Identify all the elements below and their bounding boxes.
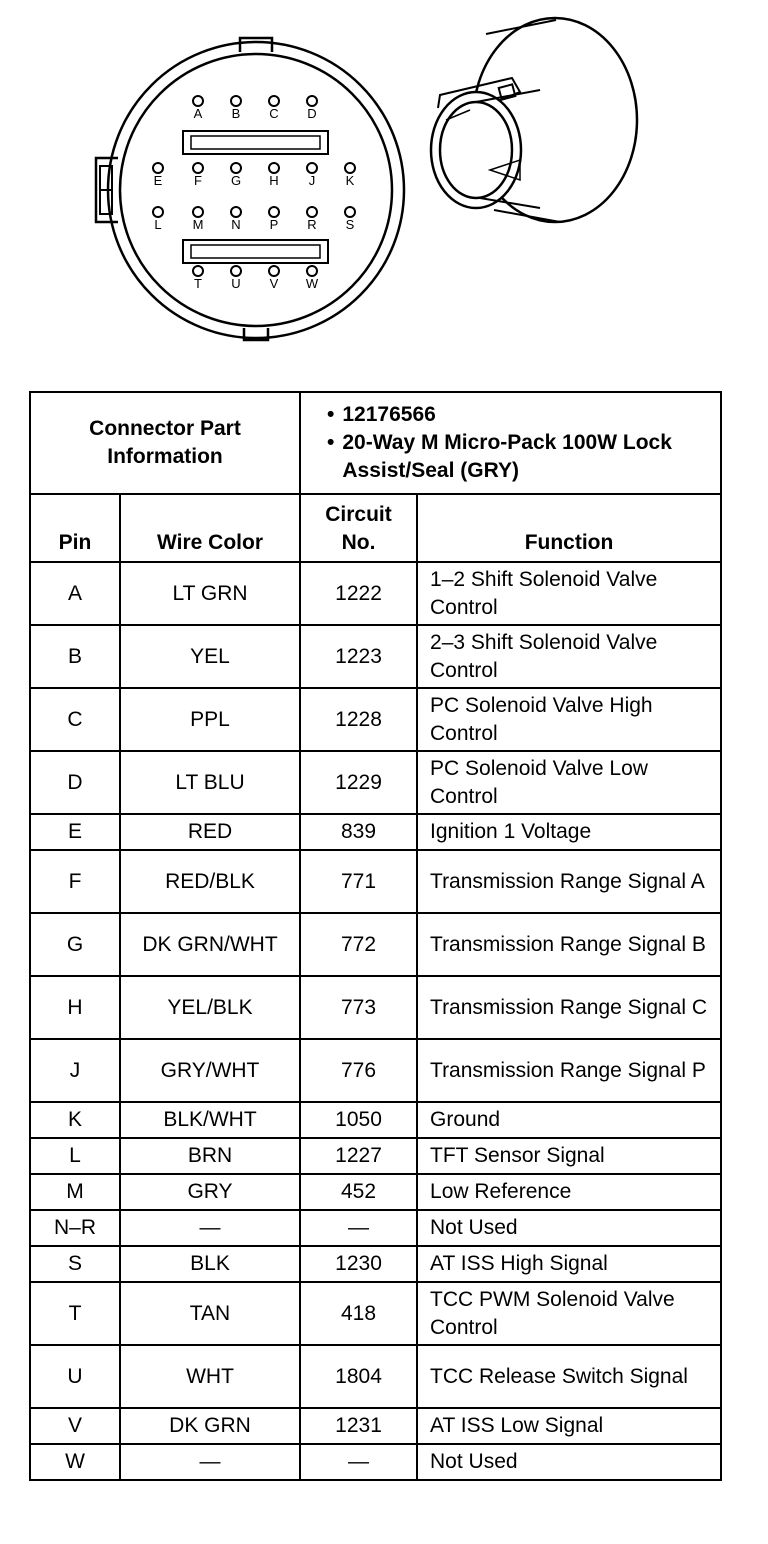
function-cell: 1–2 Shift Solenoid Valve Control [417, 562, 721, 625]
circuit-cell: 772 [300, 913, 417, 976]
part-info-cell: • 12176566 • 20-Way M Micro-Pack 100W Lock Assist/Seal (GRY) [300, 392, 721, 494]
table-row [30, 1246, 721, 1282]
pin-label-e: E [153, 173, 163, 188]
pin-cell: B [30, 625, 120, 688]
pin-p [269, 207, 279, 217]
part-description: 20-Way M Micro-Pack 100W Lock Assist/Seal (GRY) [342, 431, 672, 482]
pin-f [193, 163, 203, 173]
pin-cell: E [30, 814, 120, 850]
col-wire-color: Wire Color [120, 494, 300, 562]
wire-color-cell: RED/BLK [120, 850, 300, 913]
pin-j [307, 163, 317, 173]
col-pin: Pin [30, 494, 120, 562]
pin-b [231, 96, 241, 106]
connector-face-inner [120, 54, 392, 326]
pin-cell: F [30, 850, 120, 913]
table-row [30, 1408, 721, 1444]
wire-color-cell: RED [120, 814, 300, 850]
pin-r [307, 207, 317, 217]
table-row [30, 688, 721, 751]
table-row [30, 1444, 721, 1480]
pin-cell: W [30, 1444, 120, 1480]
table-row [30, 1282, 721, 1345]
wire-color-cell: PPL [120, 688, 300, 751]
table-row [30, 850, 721, 913]
function-cell: TCC PWM Solenoid Valve Control [417, 1282, 721, 1345]
function-cell: Low Reference [417, 1174, 721, 1210]
circuit-cell: 452 [300, 1174, 417, 1210]
function-cell: Not Used [417, 1210, 721, 1246]
column-header-row [30, 494, 721, 562]
connector-top-tab [240, 38, 272, 52]
circuit-cell: 1222 [300, 562, 417, 625]
wire-color-cell: GRY/WHT [120, 1039, 300, 1102]
pin-label-s: S [345, 217, 355, 232]
connector-face-outer [108, 42, 404, 338]
circuit-cell: 1227 [300, 1138, 417, 1174]
connector-diagram [0, 0, 768, 375]
pin-cell: A [30, 562, 120, 625]
pin-label-c: C [269, 106, 279, 121]
wire-color-cell: — [120, 1210, 300, 1246]
function-cell: Ground [417, 1102, 721, 1138]
info-row [30, 392, 721, 494]
pin-c [269, 96, 279, 106]
function-cell: AT ISS High Signal [417, 1246, 721, 1282]
function-cell: 2–3 Shift Solenoid Valve Control [417, 625, 721, 688]
pin-v [269, 266, 279, 276]
circuit-cell: — [300, 1444, 417, 1480]
wire-color-cell: LT GRN [120, 562, 300, 625]
pin-u [231, 266, 241, 276]
pin-cell: M [30, 1174, 120, 1210]
table-row [30, 1174, 721, 1210]
col-circuit: Circuit No. [300, 494, 417, 562]
pin-label-n: N [231, 217, 241, 232]
wire-color-cell: GRY [120, 1174, 300, 1210]
pin-h [269, 163, 279, 173]
pin-label-g: G [230, 173, 242, 188]
wire-color-cell: WHT [120, 1345, 300, 1408]
wire-color-cell: BLK/WHT [120, 1102, 300, 1138]
seal-upper [183, 131, 328, 154]
wire-color-cell: DK GRN [120, 1408, 300, 1444]
table-row [30, 751, 721, 814]
wire-color-cell: LT BLU [120, 751, 300, 814]
col-function: Function [417, 494, 721, 562]
pin-label-l: L [154, 217, 162, 232]
wire-color-cell: BRN [120, 1138, 300, 1174]
connector-body-illustration [431, 18, 637, 222]
pin-cell: U [30, 1345, 120, 1408]
pin-label-p: P [269, 217, 279, 232]
function-cell: PC Solenoid Valve Low Control [417, 751, 721, 814]
function-cell: TCC Release Switch Signal [417, 1345, 721, 1408]
pin-w [307, 266, 317, 276]
circuit-cell: 1230 [300, 1246, 417, 1282]
wire-color-cell: YEL [120, 625, 300, 688]
pin-d [307, 96, 317, 106]
table-row [30, 814, 721, 850]
function-cell: AT ISS Low Signal [417, 1408, 721, 1444]
pin-cell: G [30, 913, 120, 976]
function-cell: Transmission Range Signal C [417, 976, 721, 1039]
pin-label-j: J [308, 173, 316, 188]
pin-a [193, 96, 203, 106]
table-row [30, 1138, 721, 1174]
table-row [30, 1210, 721, 1246]
circuit-cell: 1050 [300, 1102, 417, 1138]
function-cell: Not Used [417, 1444, 721, 1480]
circuit-cell: 771 [300, 850, 417, 913]
pin-cell: T [30, 1282, 120, 1345]
pin-label-u: U [231, 276, 241, 291]
table-row [30, 625, 721, 688]
function-cell: Transmission Range Signal A [417, 850, 721, 913]
pin-m [193, 207, 203, 217]
function-cell: Ignition 1 Voltage [417, 814, 721, 850]
circuit-cell: 418 [300, 1282, 417, 1345]
pin-label-v: V [269, 276, 279, 291]
circuit-cell: 776 [300, 1039, 417, 1102]
pin-label-a: A [193, 106, 203, 121]
wire-color-cell: DK GRN/WHT [120, 913, 300, 976]
circuit-cell: 1228 [300, 688, 417, 751]
circuit-cell: 773 [300, 976, 417, 1039]
table-row [30, 976, 721, 1039]
circuit-cell: — [300, 1210, 417, 1246]
table-row [30, 1102, 721, 1138]
pin-label-h: H [269, 173, 279, 188]
pin-t [193, 266, 203, 276]
pin-label-b: B [231, 106, 241, 121]
part-number: 12176566 [342, 403, 436, 426]
pin-s [345, 207, 355, 217]
pin-g [231, 163, 241, 173]
pin-l [153, 207, 163, 217]
pin-label-d: D [307, 106, 317, 121]
pin-cell: H [30, 976, 120, 1039]
wire-color-cell: BLK [120, 1246, 300, 1282]
pin-cell: S [30, 1246, 120, 1282]
table-row [30, 1039, 721, 1102]
wire-color-cell: — [120, 1444, 300, 1480]
pin-cell: C [30, 688, 120, 751]
pin-cell: D [30, 751, 120, 814]
info-label: Connector Part Information [30, 392, 300, 494]
connector-table [29, 391, 722, 1481]
pin-cell: K [30, 1102, 120, 1138]
pin-e [153, 163, 163, 173]
pin-label-r: R [307, 217, 317, 232]
seal-lower [183, 240, 328, 263]
pin-label-k: K [345, 173, 355, 188]
pin-k [345, 163, 355, 173]
function-cell: TFT Sensor Signal [417, 1138, 721, 1174]
pin-cell: V [30, 1408, 120, 1444]
circuit-cell: 1231 [300, 1408, 417, 1444]
pin-label-w: W [305, 276, 319, 291]
circuit-cell: 1804 [300, 1345, 417, 1408]
pin-label-f: F [194, 173, 202, 188]
pin-cell: L [30, 1138, 120, 1174]
circuit-cell: 1229 [300, 751, 417, 814]
table-row [30, 1345, 721, 1408]
pin-label-t: T [194, 276, 202, 291]
wire-color-cell: TAN [120, 1282, 300, 1345]
function-cell: Transmission Range Signal B [417, 913, 721, 976]
pin-cell: J [30, 1039, 120, 1102]
table-row [30, 562, 721, 625]
pin-label-m: M [192, 217, 204, 232]
wire-color-cell: YEL/BLK [120, 976, 300, 1039]
circuit-cell: 839 [300, 814, 417, 850]
function-cell: Transmission Range Signal P [417, 1039, 721, 1102]
pin-n [231, 207, 241, 217]
circuit-cell: 1223 [300, 625, 417, 688]
function-cell: PC Solenoid Valve High Control [417, 688, 721, 751]
table-row [30, 913, 721, 976]
pin-cell: N–R [30, 1210, 120, 1246]
